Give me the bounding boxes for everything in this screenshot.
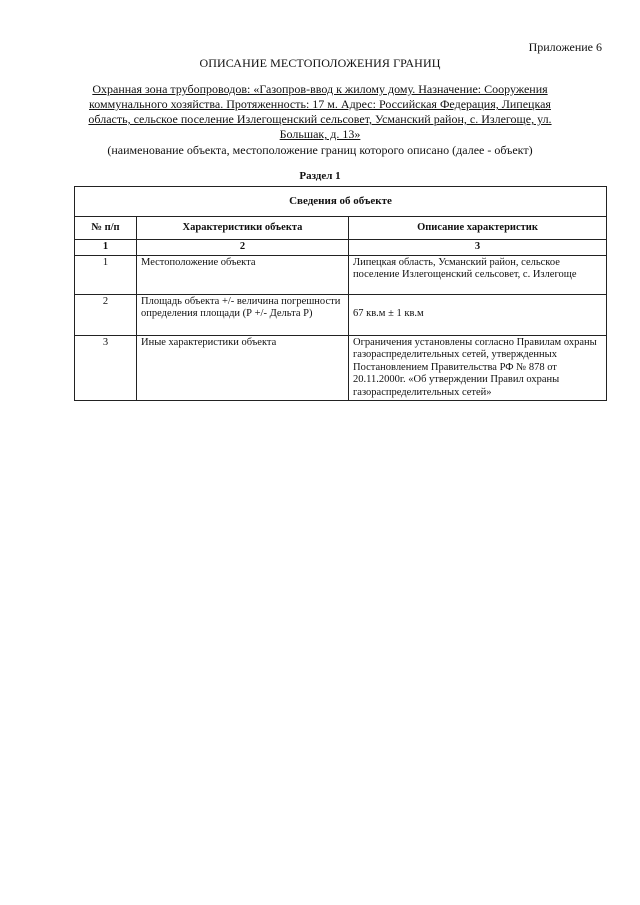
object-name: Охранная зона трубопроводов: «Газопров-ввод к жилому дому. Назначение: Сооружения коммунального хозяйства. Протяженность: 17 м. Адрес: Российская Федерация, Липецкая область, сельское поселение Излегощенский сельсовет, Усманский район, с. Излегоще, ул. Большак, д. 13»: [88, 82, 552, 141]
row-description: Ограничения установлены согласно Правилам охраны газораспределительных сетей, утвержденных Постановлением Правительства РФ № 878 от 20.11.2000г. «Об утверждении Правил охраны газораспределительных сетей»: [349, 335, 607, 401]
object-info-table: [74, 186, 607, 401]
section-label: Раздел 1: [299, 170, 341, 182]
table-caption: Сведения об объекте: [75, 187, 607, 217]
column-number-2: 2: [137, 240, 349, 256]
column-number-row: [75, 240, 607, 256]
row-number: 2: [75, 294, 137, 335]
table-caption-row: [75, 187, 607, 217]
row-description: 67 кв.м ± 1 кв.м: [349, 294, 607, 335]
row-characteristic: Местоположение объекта: [137, 255, 349, 294]
object-hint: (наименование объекта, местоположение границ которого описано (далее - объект): [107, 143, 533, 157]
row-description: Липецкая область, Усманский район, сельское поселение Излегощенский сельсовет, с. Излегоще: [349, 255, 607, 294]
column-header-characteristic: Характеристики объекта: [137, 217, 349, 240]
column-number-3: 3: [349, 240, 607, 256]
table-header-row: [75, 217, 607, 240]
column-number-1: 1: [75, 240, 137, 256]
column-header-num: № п/п: [75, 217, 137, 240]
appendix-label: Приложение 6: [528, 40, 602, 54]
row-characteristic: Площадь объекта +/- величина погрешности определения площади (Р +/- Дельта Р): [137, 294, 349, 335]
row-number: 1: [75, 255, 137, 294]
table-row: [75, 255, 607, 294]
row-number: 3: [75, 335, 137, 401]
document-title: ОПИСАНИЕ МЕСТОПОЛОЖЕНИЯ ГРАНИЦ: [199, 56, 441, 70]
column-header-description: Описание характеристик: [349, 217, 607, 240]
table-row: [75, 294, 607, 335]
row-characteristic: Иные характеристики объекта: [137, 335, 349, 401]
table-row: [75, 335, 607, 401]
